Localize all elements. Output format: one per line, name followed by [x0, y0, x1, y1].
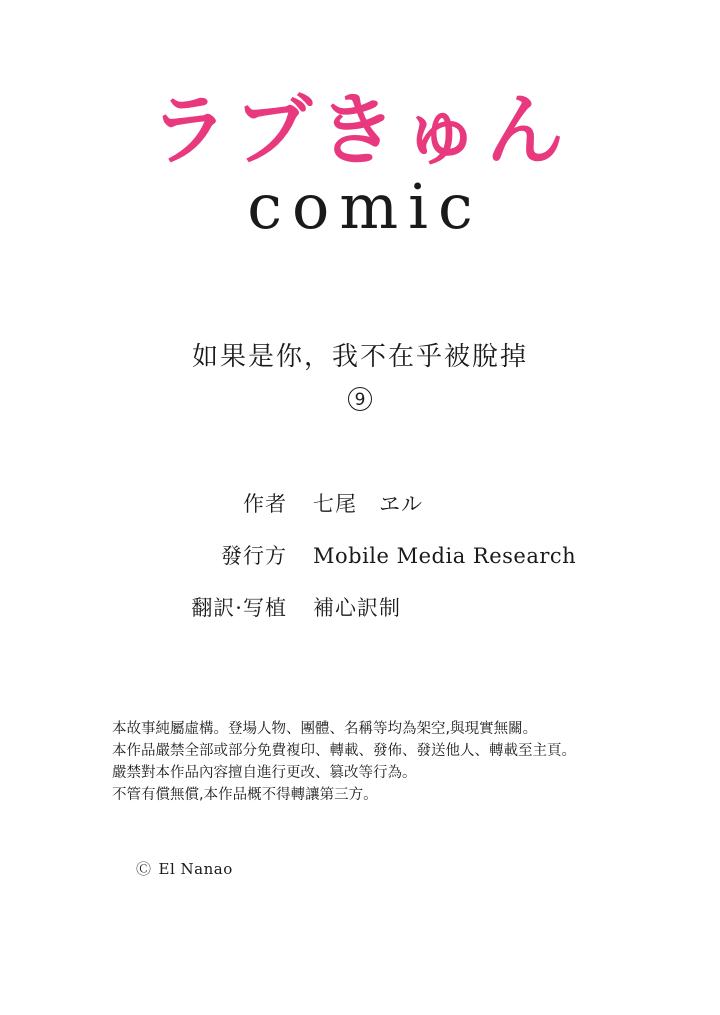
- credit-label-publisher: 發行方: [221, 544, 287, 568]
- legal-line: 本故事純屬虛構。登場人物、團體、名稱等均為架空,與現實無關。: [112, 721, 538, 737]
- legal-line: 嚴禁對本作品內容擅自進行更改、篡改等行為。: [112, 765, 417, 781]
- logo-latin-text: comic: [247, 170, 483, 243]
- credit-value-author: 七尾 ヱル: [313, 492, 423, 516]
- credits-list: [0, 488, 720, 644]
- brand-logo: [0, 86, 720, 243]
- legal-notice: [112, 718, 632, 806]
- copyright-holder: El Nanao: [158, 859, 233, 878]
- credit-value-translation: 補心訳制: [313, 596, 401, 620]
- copyright-notice: [136, 858, 233, 879]
- credit-row: [0, 488, 720, 518]
- credit-label-author: 作者: [243, 492, 287, 516]
- title-block: [0, 336, 720, 411]
- volume-number-badge: 9: [348, 387, 372, 411]
- credit-value-publisher: Mobile Media Research: [313, 544, 577, 568]
- legal-line: 本作品嚴禁全部或部分免費複印、轉載、發佈、發送他人、轉載至主頁。: [112, 743, 576, 759]
- legal-line: 不管有償無償,本作品概不得轉讓第三方。: [112, 787, 378, 803]
- logo-japanese-text: ラブきゅん: [149, 86, 570, 176]
- copyright-icon: Ⓒ: [136, 860, 152, 878]
- credit-row: [0, 592, 720, 622]
- credit-row: [0, 540, 720, 570]
- credit-label-translation: 翻訳·写植: [191, 596, 287, 620]
- page-title: 如果是你，我不在乎被脫掉: [191, 342, 528, 372]
